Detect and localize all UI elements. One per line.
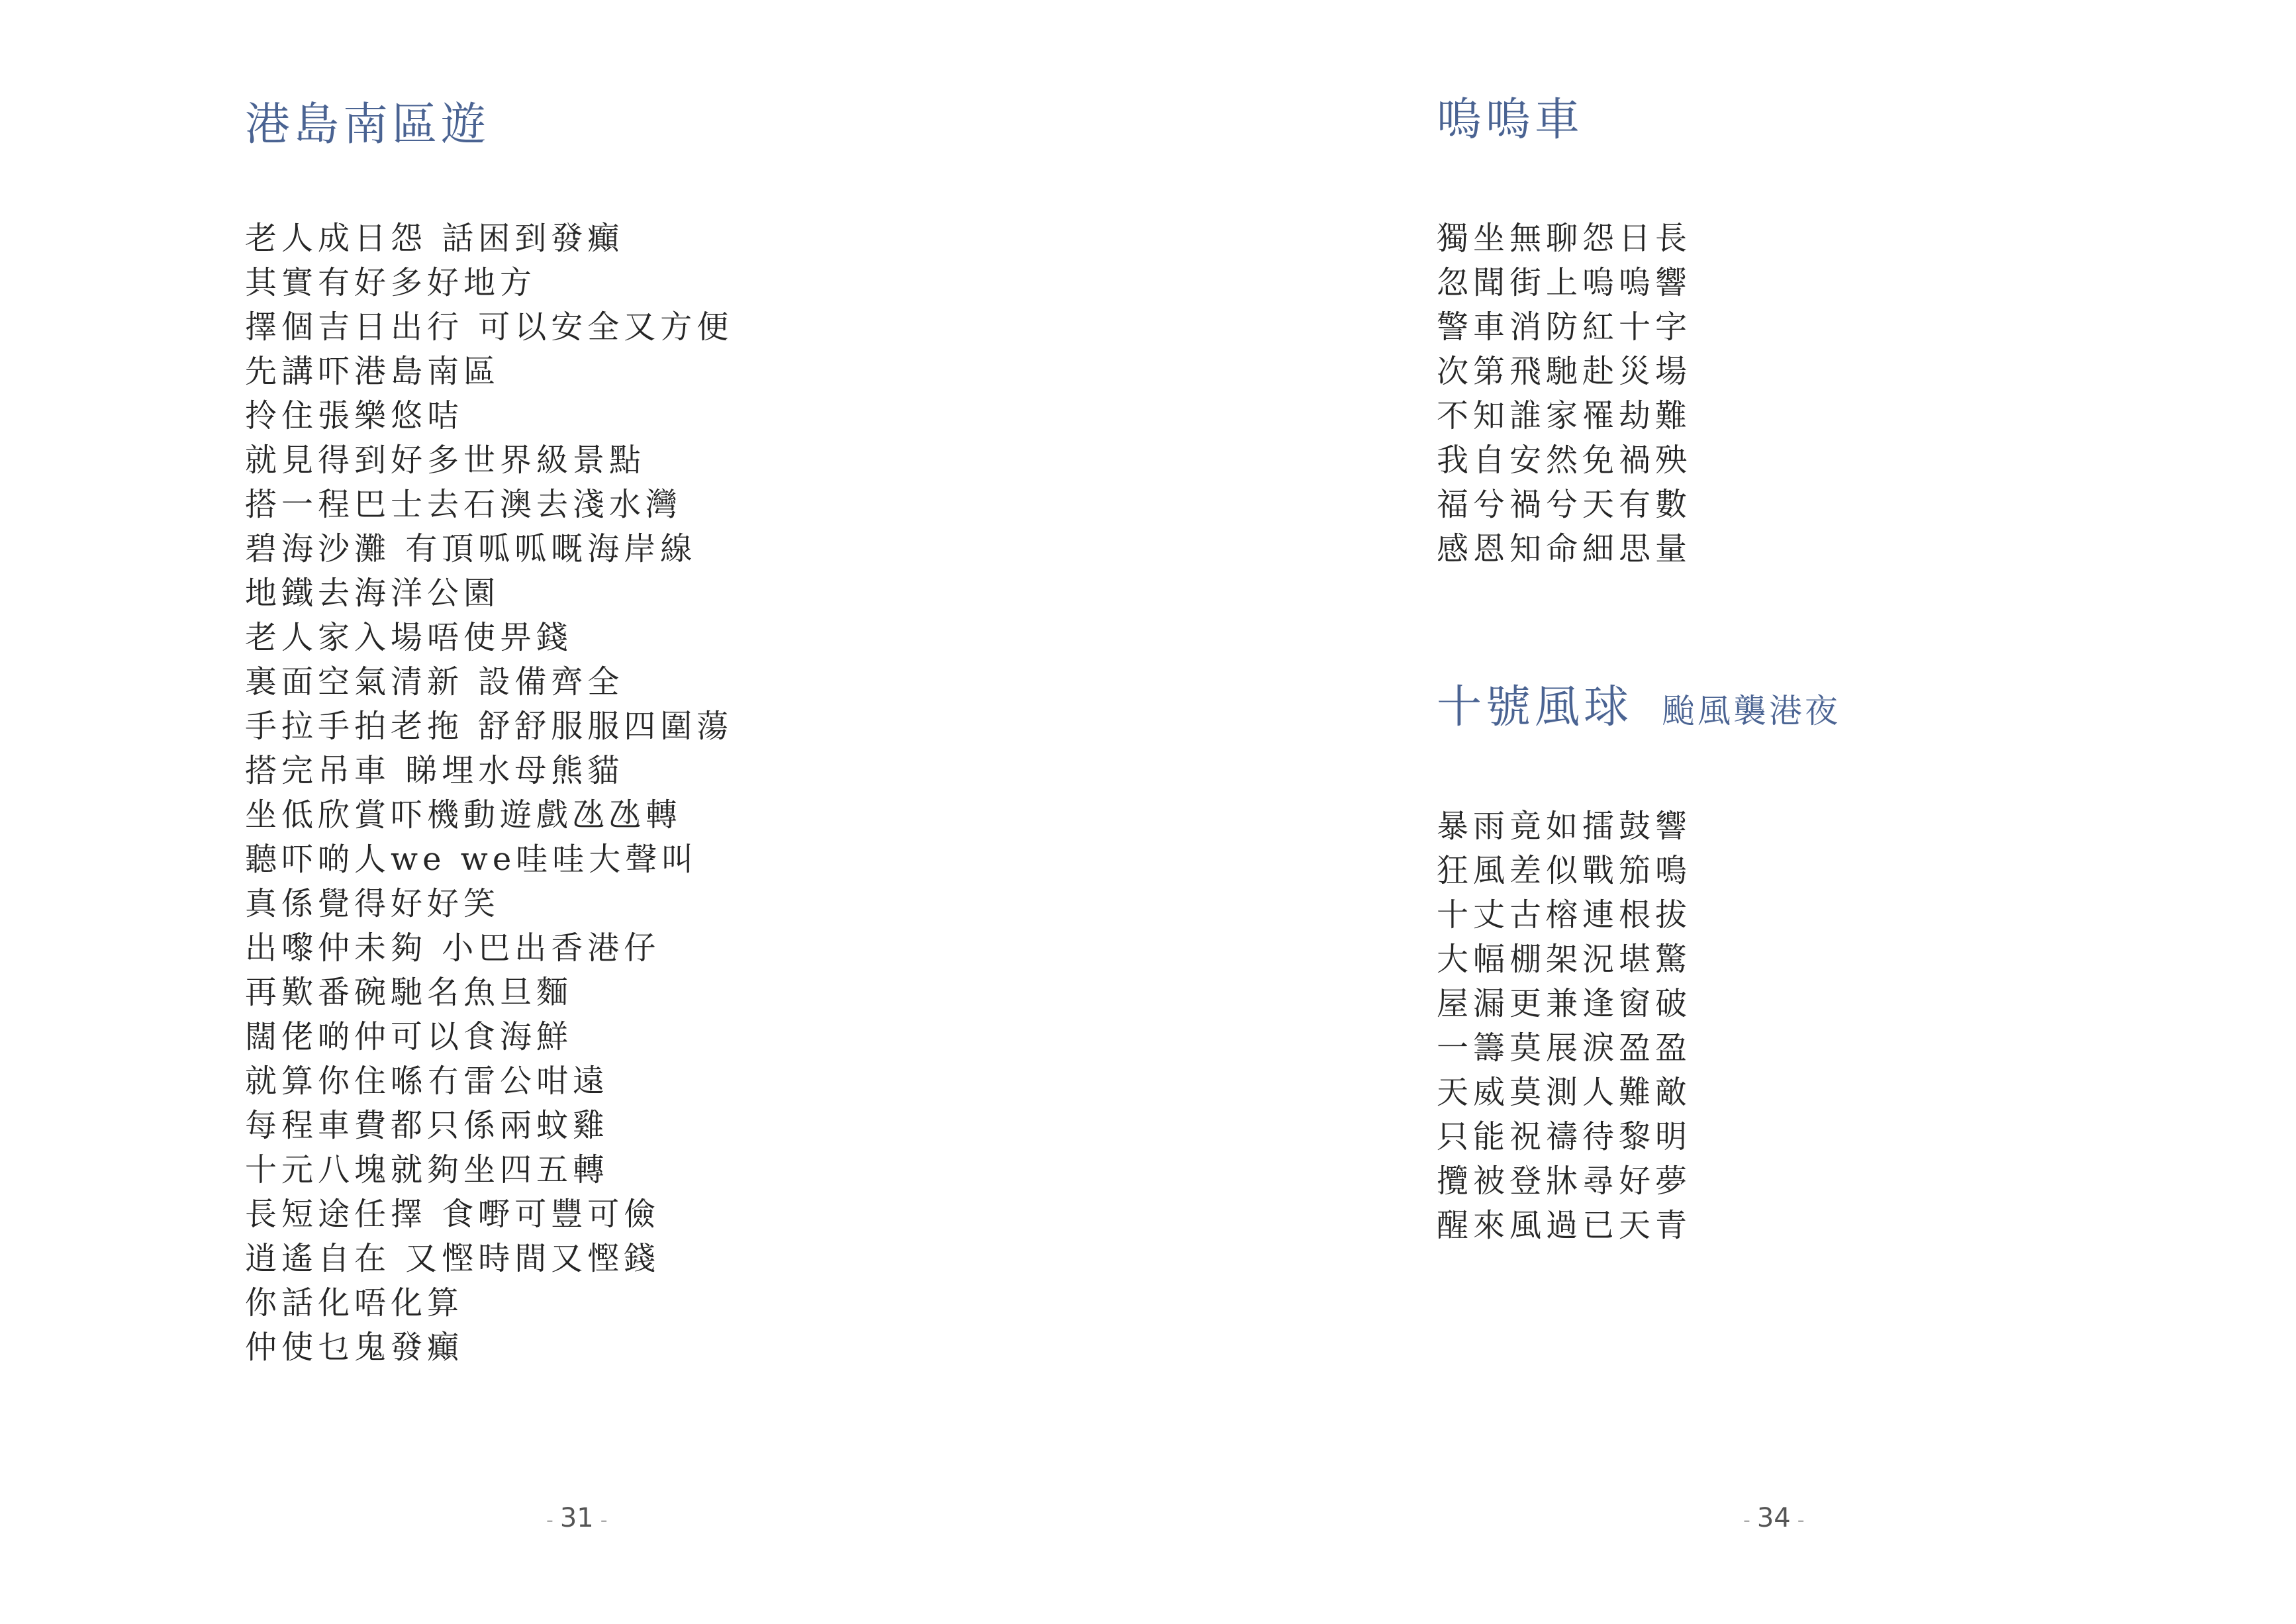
poem-line: 忽聞街上嗚嗚響 <box>1437 264 1692 301</box>
poem-body-siren <box>1437 216 1692 571</box>
poem-body-typhoon <box>1437 804 1692 1248</box>
poem-line: 裏面空氣清新 設備齊全 <box>245 663 624 700</box>
poem-title-typhoon <box>1437 681 1841 734</box>
poem-line: 再歎番碗馳名魚旦麵 <box>245 974 573 1011</box>
poem-subtitle-typhoon: 颱風襲港夜 <box>1662 692 1841 730</box>
poem-title-typhoon-main: 十號風球 <box>1437 681 1633 734</box>
poem-line: 仲使乜鬼發癲 <box>245 1329 464 1366</box>
poem-title-siren: 嗚嗚車 <box>1437 94 1584 146</box>
poem-line: 次第飛馳赴災場 <box>1437 353 1692 390</box>
poem-line: 攬被登牀尋好夢 <box>1437 1163 1692 1200</box>
poem-line: 福兮禍兮天有數 <box>1437 486 1692 523</box>
poem-line: 狂風差似戰笳鳴 <box>1437 852 1692 889</box>
poem-line: 只能祝禱待黎明 <box>1437 1118 1692 1155</box>
poem-line: 你話化唔化算 <box>245 1284 464 1321</box>
poem-line: 碧海沙灘 有頂呱呱嘅海岸線 <box>245 530 697 567</box>
page-number-left-value: 31 <box>559 1503 594 1533</box>
poem-line: 其實有好多好地方 <box>245 264 537 301</box>
poem-line: 老人家入場唔使畀錢 <box>245 619 573 656</box>
poem-line: 拎住張樂悠咭 <box>245 397 464 434</box>
poem-line: 就算你住喺冇雷公咁遠 <box>245 1063 610 1100</box>
poem-line: 暴雨竟如擂鼓響 <box>1437 808 1692 845</box>
poem-line: 老人成日怨 話困到發癲 <box>245 220 624 257</box>
poem-line: 十元八塊就夠坐四五轉 <box>245 1151 610 1188</box>
poem-line: 逍遙自在 又慳時間又慳錢 <box>245 1240 661 1277</box>
poem-line: 不知誰家罹劫難 <box>1437 397 1692 434</box>
poem-title-south-district: 港島南區遊 <box>245 99 491 151</box>
poem-body-south-district <box>245 216 733 1370</box>
poem-line: 坐低欣賞吓機動遊戲氹氹轉 <box>245 796 683 834</box>
poem-line: 搭完吊車 睇埋水母熊貓 <box>245 752 624 789</box>
page-number-left: - 31 - <box>546 1503 608 1533</box>
poem-line: 屋漏更兼逢窗破 <box>1437 985 1692 1022</box>
poem-line: 天威莫測人難敵 <box>1437 1074 1692 1111</box>
poem-line: 先講吓港島南區 <box>245 353 501 390</box>
poem-line: 擇個吉日出行 可以安全又方便 <box>245 309 734 346</box>
poem-line: 醒來風過已天青 <box>1437 1207 1692 1244</box>
poem-line: 闊佬啲仲可以食海鮮 <box>245 1018 573 1055</box>
poem-line: 獨坐無聊怨日長 <box>1437 220 1692 257</box>
page-number-right-value: 34 <box>1756 1503 1791 1533</box>
poem-line: 大幅棚架況堪驚 <box>1437 941 1692 978</box>
poem-line: 感恩知命細思量 <box>1437 530 1692 567</box>
right-page <box>1148 0 2296 1624</box>
poem-line: 出嚟仲未夠 小巴出香港仔 <box>245 930 661 967</box>
page-number-right: - 34 - <box>1743 1503 1805 1533</box>
poem-line: 十丈古榕連根拔 <box>1437 896 1692 933</box>
poem-line: 我自安然免禍殃 <box>1437 442 1692 479</box>
poem-line: 地鐵去海洋公園 <box>245 575 501 612</box>
poem-line: 每程車費都只係兩蚊雞 <box>245 1107 610 1144</box>
poem-line: 長短途任擇 食嘢可豐可儉 <box>245 1196 661 1233</box>
poem-line: 就見得到好多世界級景點 <box>245 442 646 479</box>
poem-line: 聽吓啲人we we哇哇大聲叫 <box>245 841 698 878</box>
poem-line: 真係覺得好好笑 <box>245 885 501 922</box>
poem-line: 一籌莫展淚盈盈 <box>1437 1029 1692 1067</box>
poem-line: 搭一程巴士去石澳去淺水灣 <box>245 486 683 523</box>
poem-line: 警車消防紅十字 <box>1437 309 1692 346</box>
poem-line: 手拉手拍老拖 舒舒服服四圍蕩 <box>245 708 734 745</box>
